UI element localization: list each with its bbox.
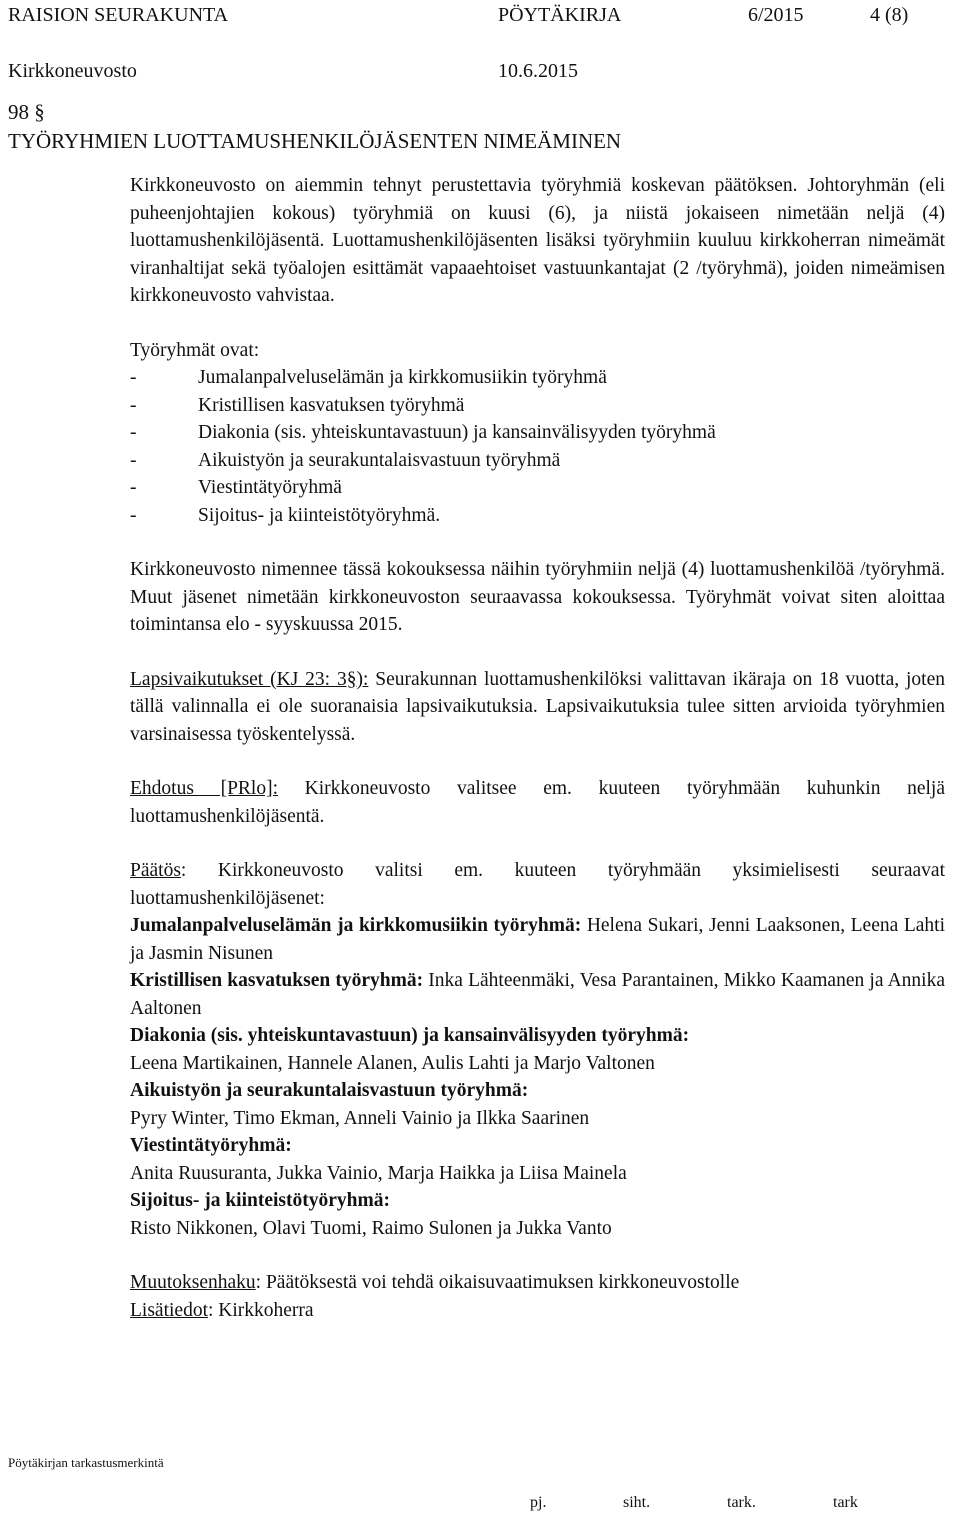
child-impact-label: Lapsivaikutukset (KJ 23: 3§): bbox=[130, 668, 369, 690]
member-names: Helena Sukari, Jenni Laaksonen, Leena Lahti ja Jasmin Nisunen bbox=[130, 915, 946, 964]
organization-name: RAISION SEURAKUNTA bbox=[8, 4, 229, 26]
group-name: Jumalanpalveluselämän ja kirkkomusiikin työryhmä: bbox=[130, 915, 582, 936]
list-item: - Jumalanpalveluselämän ja kirkkomusiikin työryhmä bbox=[130, 367, 607, 388]
document-body bbox=[130, 172, 945, 1324]
child-impact-paragraph: Lapsivaikutukset (KJ 23: 3§): Seurakunnan luottamushenkilöksi valittavan ikäraja on 18 vuotta, joten tällä valinnalla ei ole suoranaisia lapsivaikutuksia. Lapsivaikutuksia tulee sitten arvioida työryhmien varsinaisessa työskentelyssä. bbox=[130, 668, 945, 745]
proposal-paragraph: Ehdotus [PRlo]: Kirkkoneuvosto valitsee em. kuuteen työryhmään kuhunkin neljä luottamushenkilöjäsentä. bbox=[130, 778, 946, 827]
group-name: Kristillisen kasvatuksen työryhmä: bbox=[130, 970, 424, 991]
section-number: 98 bbox=[8, 100, 29, 124]
document-type: PÖYTÄKIRJA bbox=[498, 4, 622, 26]
meeting-date: 10.6.2015 bbox=[498, 60, 578, 82]
signature-secretary: siht. bbox=[623, 1494, 651, 1511]
member-names: Leena Martikainen, Hannele Alanen, Aulis Lahti ja Marjo Valtonen bbox=[130, 1052, 655, 1074]
list-item: - Diakonia (sis. yhteiskuntavastuun) ja kansainvälisyyden työryhmä bbox=[130, 422, 716, 443]
document-number: 6/2015 bbox=[748, 4, 804, 26]
list-item: - Sijoitus- ja kiinteistötyöryhmä. bbox=[130, 504, 441, 526]
intro-paragraph: Kirkkoneuvosto on aiemmin tehnyt perustettavia työryhmiä koskevan päätöksen. Johtoryhmän (eli puheenjohtajien kokous) työryhmiä on kuusi (6), ja niistä jokaiseen nimetään neljä (4) luottamushenkilöjäsentä. Luottamushenkilöjäsenten lisäksi työryhmiin kuuluu kirkkoherran nimeämät viranhaltijat sekä työalojen esittämät vapaaehtoiset vastuunkantajat (2 /työryhmä), joiden nimeämisen kirkkoneuvosto vahvistaa. bbox=[130, 175, 945, 306]
review-note: Pöytäkirjan tarkastusmerkintä bbox=[8, 1455, 164, 1470]
page-number: 4 (8) bbox=[870, 4, 909, 26]
list-item: - Kristillisen kasvatuksen työryhmä bbox=[130, 394, 465, 416]
section-number-line bbox=[8, 98, 621, 127]
member-names: Inka Lähteenmäki, Vesa Parantainen, Mikko Kaamanen ja Annika Aaltonen bbox=[130, 970, 945, 1019]
section-symbol: § bbox=[34, 100, 45, 124]
member-names: Anita Ruusuranta, Jukka Vainio, Marja Haikka ja Liisa Mainela bbox=[130, 1162, 627, 1184]
info-label: Lisätiedot bbox=[130, 1299, 208, 1321]
signature-reviewer-2: tark bbox=[833, 1494, 858, 1511]
meeting-body: Kirkkoneuvosto bbox=[8, 60, 137, 82]
group-name: Aikuistyön ja seurakuntalaisvastuun työryhmä: bbox=[130, 1080, 529, 1101]
member-names: Pyry Winter, Timo Ekman, Anneli Vainio ja Ilkka Saarinen bbox=[130, 1107, 590, 1129]
proposal-label: Ehdotus [PRlo]: bbox=[130, 778, 279, 799]
section-heading bbox=[8, 98, 621, 156]
signature-reviewer-1: tark. bbox=[727, 1494, 756, 1511]
info-line: Lisätiedot: Kirkkoherra bbox=[130, 1299, 314, 1321]
groups-intro: Työryhmät ovat: bbox=[130, 339, 260, 361]
group-name: Viestintätyöryhmä: bbox=[130, 1135, 292, 1156]
decision-paragraph: Päätös: Kirkkoneuvosto valitsi em. kuuteen työryhmään yksimielisesti seuraavat luottamushenkilöjäsenet: bbox=[130, 860, 945, 909]
member-names: Risto Nikkonen, Olavi Tuomi, Raimo Sulonen ja Jukka Vanto bbox=[130, 1217, 612, 1239]
list-item: - Viestintätyöryhmä bbox=[130, 477, 342, 498]
groups-list bbox=[130, 364, 945, 529]
member-entry bbox=[130, 912, 945, 967]
group-name: Sijoitus- ja kiinteistötyöryhmä: bbox=[130, 1190, 390, 1211]
group-name: Diakonia (sis. yhteiskuntavastuun) ja kansainvälisyyden työryhmä: bbox=[130, 1025, 690, 1046]
appeal-label: Muutoksenhaku bbox=[130, 1272, 256, 1293]
member-entry bbox=[130, 967, 945, 1022]
appeal-line: Muutoksenhaku: Päätöksestä voi tehdä oikaisuvaatimuksen kirkkoneuvostolle bbox=[130, 1272, 740, 1293]
decision-label: Päätös bbox=[130, 860, 181, 881]
section-title: TYÖRYHMIEN LUOTTAMUSHENKILÖJÄSENTEN NIMEÄMINEN bbox=[8, 129, 622, 153]
signature-chair: pj. bbox=[530, 1494, 547, 1511]
nomination-paragraph: Kirkkoneuvosto nimennee tässä kokouksessa näihin työryhmiin neljä (4) luottamushenkilöä /työryhmä. Muut jäsenet nimetään kirkkoneuvoston seuraavassa kokouksessa. Työryhmät voivat siten aloittaa toimintansa elo - syyskuussa 2015. bbox=[130, 559, 945, 635]
list-item: - Aikuistyön ja seurakuntalaisvastuun työryhmä bbox=[130, 449, 561, 471]
